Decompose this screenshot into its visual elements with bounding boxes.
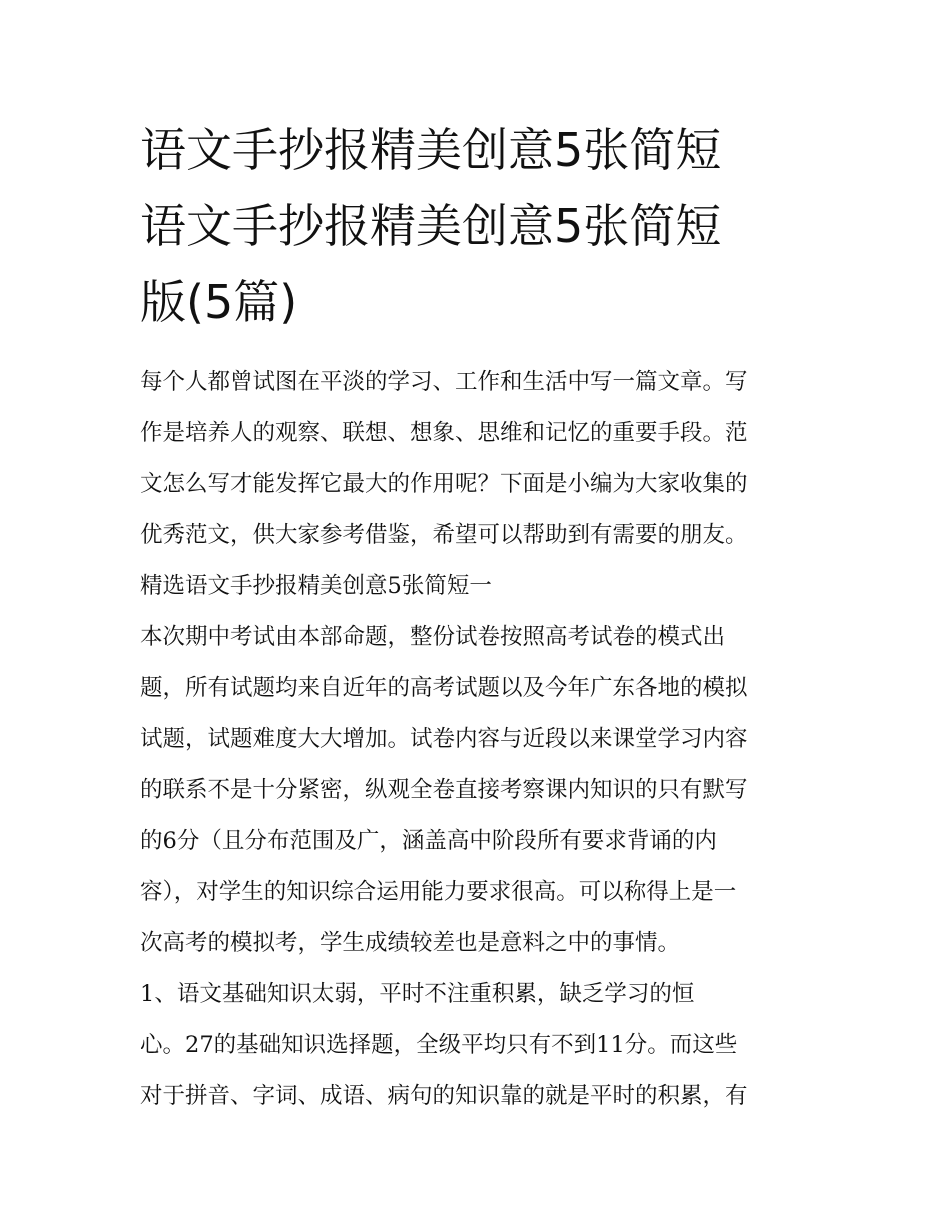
body-line: 作是培养人的观察、联想、想象、思维和记忆的重要手段。范 (140, 420, 748, 446)
body-line: 的联系不是十分紧密，纵观全卷直接考察课内知识的只有默写 (140, 777, 748, 803)
document-title (140, 112, 820, 340)
body-line: 题，所有试题均来自近年的高考试题以及今年广东各地的模拟 (140, 675, 748, 701)
body-line: 1、语文基础知识太弱，平时不注重积累，缺乏学习的恒 (140, 981, 695, 1007)
body-line: 的6分（且分布范围及广，涵盖高中阶段所有要求背诵的内 (140, 828, 717, 854)
body-line: 本次期中考试由本部命题，整份试卷按照高考试卷的模式出 (140, 624, 726, 650)
title-line: 语文手抄报精美创意5张简短 (140, 123, 722, 177)
body-line: 容），对学生的知识综合运用能力要求很高。可以称得上是一 (140, 879, 737, 905)
body-line: 文怎么写才能发挥它最大的作用呢？下面是小编为大家收集的 (140, 471, 748, 497)
body-line: 每个人都曾试图在平淡的学习、工作和生活中写一篇文章。写 (140, 369, 748, 395)
body-line: 对于拼音、字词、成语、病句的知识靠的就是平时的积累，有 (140, 1083, 748, 1109)
body-line: 优秀范文，供大家参考借鉴，希望可以帮助到有需要的朋友。 (140, 522, 748, 548)
body-line: 心。27的基础知识选择题，全级平均只有不到11分。而这些 (140, 1032, 738, 1058)
body-line: 试题，试题难度大大增加。试卷内容与近段以来课堂学习内容 (140, 726, 748, 752)
section-heading: 精选语文手抄报精美创意5张简短一 (140, 573, 492, 599)
document-body (140, 357, 820, 1122)
body-line: 次高考的模拟考，学生成绩较差也是意料之中的事情。 (140, 930, 681, 956)
title-line: 语文手抄报精美创意5张简短 (140, 199, 722, 253)
title-line: 版(5篇) (140, 275, 298, 329)
